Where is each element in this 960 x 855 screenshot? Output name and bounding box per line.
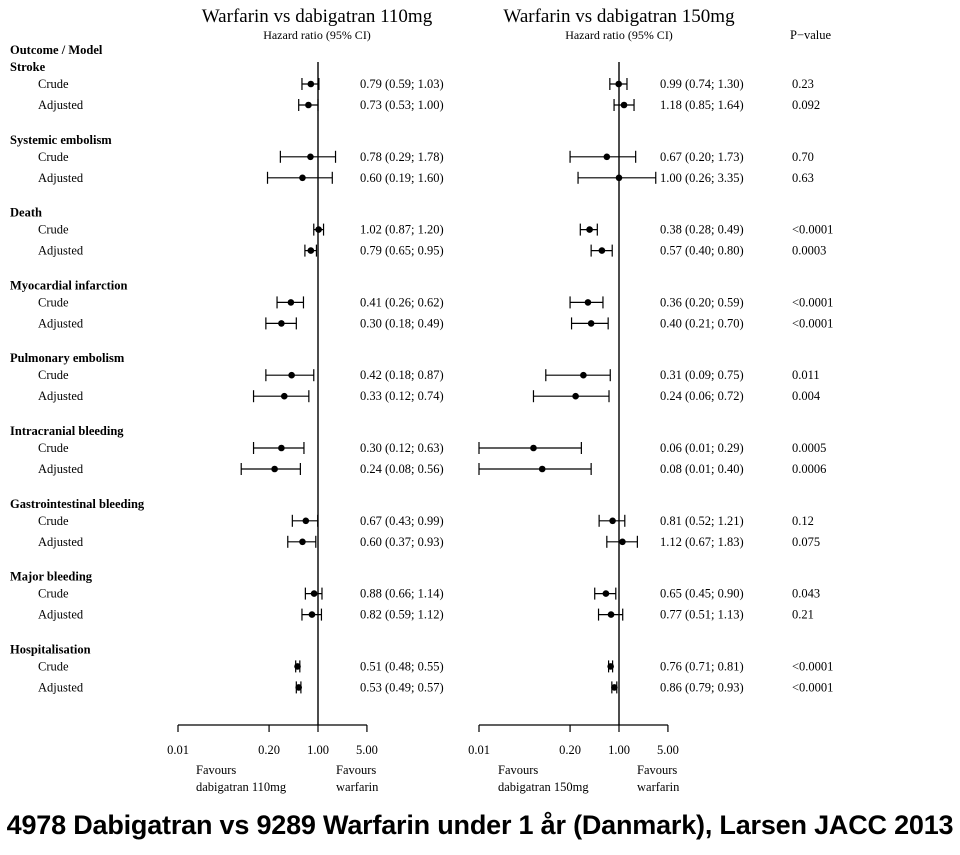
- model-label: Crude: [38, 77, 69, 91]
- model-label: Adjusted: [38, 243, 84, 258]
- hazard-ratio-point: [278, 320, 285, 327]
- hr-ci-label: 0.38 (0.28; 0.49): [660, 222, 744, 237]
- hazard-ratio-point: [539, 466, 546, 473]
- model-label: Crude: [38, 368, 69, 383]
- x-tick-label: 0.20: [258, 743, 281, 757]
- hazard-ratio-point: [299, 539, 306, 546]
- hr-ci-label: 0.60 (0.37; 0.93): [360, 534, 444, 549]
- hazard-ratio-point: [607, 663, 614, 670]
- pvalue-label: 0.092: [792, 98, 821, 112]
- pvalue-label: 0.23: [792, 77, 814, 91]
- favours-right-line1: Favours: [637, 763, 678, 777]
- panel-title-2: Warfarin vs dabigatran 150mg: [503, 6, 735, 27]
- hr-ci-label: 0.51 (0.48; 0.55): [360, 659, 444, 674]
- hr-ci-label: 0.30 (0.18; 0.49): [360, 316, 444, 331]
- model-label: Adjusted: [38, 389, 84, 404]
- outcome-heading: Myocardial infarction: [10, 278, 128, 293]
- hr-ci-label: 0.81 (0.52; 1.21): [660, 513, 744, 528]
- hr-ci-label: 0.88 (0.66; 1.14): [360, 586, 444, 601]
- hr-ci-label: 0.79 (0.65; 0.95): [360, 243, 444, 258]
- pvalue-label: 0.004: [792, 389, 821, 404]
- favours-right-line2: warfarin: [336, 780, 379, 794]
- hazard-ratio-point: [603, 590, 610, 597]
- hazard-ratio-point: [588, 320, 595, 327]
- outcome-heading: Intracranial bleeding: [10, 424, 124, 438]
- model-label: Crude: [38, 222, 69, 237]
- hr-ci-label: 0.31 (0.09; 0.75): [660, 368, 744, 383]
- pvalue-label: 0.70: [792, 149, 814, 164]
- model-label: Crude: [38, 441, 69, 455]
- pvalue-label: 0.0003: [792, 243, 827, 258]
- model-label: Crude: [38, 659, 69, 674]
- favours-left-line1: Favours: [498, 763, 539, 777]
- favours-left-line2: dabigatran 150mg: [498, 780, 589, 794]
- hr-ci-label: 0.40 (0.21; 0.70): [660, 316, 744, 331]
- outcome-model-header: Outcome / Model: [10, 43, 103, 57]
- pvalue-label: 0.011: [792, 368, 820, 383]
- hazard-ratio-point: [278, 445, 285, 452]
- hazard-ratio-point: [599, 247, 606, 254]
- hazard-ratio-point: [609, 518, 616, 525]
- hr-ci-label: 0.60 (0.19; 1.60): [360, 170, 444, 185]
- hr-ci-label: 0.41 (0.26; 0.62): [360, 295, 444, 310]
- hr-ci-label: 0.67 (0.20; 1.73): [660, 149, 744, 164]
- hr-ci-label: 0.24 (0.08; 0.56): [360, 462, 444, 476]
- hr-ci-label: 1.18 (0.85; 1.64): [660, 98, 744, 112]
- hazard-ratio-point: [307, 154, 314, 161]
- outcome-heading: Pulmonary embolism: [10, 351, 125, 366]
- model-label: Adjusted: [38, 534, 84, 549]
- hazard-ratio-point: [299, 175, 306, 182]
- hr-ci-label: 0.86 (0.79; 0.93): [660, 680, 744, 695]
- hazard-ratio-point: [294, 663, 301, 670]
- hr-ci-label: 0.77 (0.51; 1.13): [660, 607, 744, 622]
- pvalue-label: 0.21: [792, 607, 814, 622]
- favours-left-line2: dabigatran 110mg: [196, 780, 287, 794]
- hazard-ratio-point: [308, 81, 315, 88]
- x-tick-label: 0.01: [167, 743, 189, 757]
- panel-subtitle-1: Hazard ratio (95% CI): [263, 28, 371, 42]
- hr-ci-label: 0.08 (0.01; 0.40): [660, 462, 744, 476]
- favours-right-line2: warfarin: [637, 780, 680, 794]
- panel-title-1: Warfarin vs dabigatran 110mg: [201, 6, 433, 27]
- pvalue-label: <0.0001: [792, 680, 834, 695]
- hr-ci-label: 0.33 (0.12; 0.74): [360, 389, 444, 404]
- hazard-ratio-point: [608, 611, 615, 618]
- hazard-ratio-point: [305, 102, 312, 109]
- hr-ci-label: 0.65 (0.45; 0.90): [660, 586, 744, 601]
- hr-ci-label: 0.99 (0.74; 1.30): [660, 77, 744, 91]
- hr-ci-label: 0.53 (0.49; 0.57): [360, 680, 444, 695]
- hr-ci-label: 0.42 (0.18; 0.87): [360, 368, 444, 383]
- pvalue-label: <0.0001: [792, 659, 834, 674]
- hr-ci-label: 0.79 (0.59; 1.03): [360, 77, 444, 91]
- pvalue-label: <0.0001: [792, 295, 834, 310]
- model-label: Crude: [38, 149, 69, 164]
- hr-ci-label: 0.24 (0.06; 0.72): [660, 389, 744, 404]
- pvalue-label: 0.63: [792, 170, 814, 185]
- hr-ci-label: 0.36 (0.20; 0.59): [660, 295, 744, 310]
- hazard-ratio-point: [281, 393, 288, 400]
- model-label: Adjusted: [38, 98, 84, 112]
- x-tick-label: 1.00: [608, 743, 630, 757]
- model-label: Crude: [38, 295, 69, 310]
- model-label: Crude: [38, 513, 69, 528]
- hazard-ratio-point: [586, 226, 593, 233]
- outcome-heading: Death: [10, 205, 42, 220]
- hazard-ratio-point: [580, 372, 587, 379]
- hazard-ratio-point: [611, 684, 618, 691]
- hazard-ratio-point: [585, 299, 592, 306]
- outcome-heading: Major bleeding: [10, 569, 93, 584]
- hr-ci-label: 0.73 (0.53; 1.00): [360, 98, 444, 112]
- favours-left-line1: Favours: [196, 763, 237, 777]
- model-label: Adjusted: [38, 316, 84, 331]
- hazard-ratio-point: [303, 518, 310, 525]
- panel-subtitle-2: Hazard ratio (95% CI): [565, 28, 673, 42]
- hr-ci-label: 0.76 (0.71; 0.81): [660, 659, 744, 674]
- hr-ci-label: 1.02 (0.87; 1.20): [360, 222, 444, 237]
- model-label: Adjusted: [38, 680, 84, 695]
- hazard-ratio-point: [308, 247, 315, 254]
- hazard-ratio-point: [621, 102, 628, 109]
- hazard-ratio-point: [530, 445, 537, 452]
- pvalue-label: 0.0005: [792, 441, 827, 455]
- pvalue-label: 0.075: [792, 534, 821, 549]
- pvalue-label: 0.043: [792, 586, 821, 601]
- x-tick-label: 0.01: [468, 743, 490, 757]
- hazard-ratio-point: [572, 393, 579, 400]
- hazard-ratio-point: [288, 299, 295, 306]
- hr-ci-label: 1.12 (0.67; 1.83): [660, 534, 744, 549]
- hazard-ratio-point: [619, 539, 626, 546]
- pvalue-header: P−value: [790, 28, 832, 42]
- hr-ci-label: 0.06 (0.01; 0.29): [660, 441, 744, 455]
- outcome-heading: Stroke: [10, 60, 46, 74]
- hazard-ratio-point: [288, 372, 295, 379]
- model-label: Adjusted: [38, 607, 84, 622]
- hazard-ratio-point: [604, 154, 611, 161]
- hazard-ratio-point: [271, 466, 278, 473]
- hazard-ratio-point: [311, 590, 318, 597]
- x-tick-label: 5.00: [355, 743, 378, 757]
- x-tick-label: 0.20: [559, 743, 582, 757]
- outcome-heading: Gastrointestinal bleeding: [10, 496, 145, 511]
- pvalue-label: 0.12: [792, 513, 814, 528]
- pvalue-label: <0.0001: [792, 316, 834, 331]
- hr-ci-label: 0.30 (0.12; 0.63): [360, 441, 444, 455]
- model-label: Crude: [38, 586, 69, 601]
- x-tick-label: 5.00: [656, 743, 679, 757]
- favours-right-line1: Favours: [336, 763, 377, 777]
- hr-ci-label: 0.78 (0.29; 1.78): [360, 149, 444, 164]
- model-label: Adjusted: [38, 462, 84, 476]
- hr-ci-label: 1.00 (0.26; 3.35): [660, 170, 744, 185]
- outcome-heading: Hospitalisation: [10, 642, 91, 657]
- pvalue-label: <0.0001: [792, 222, 834, 237]
- slide-caption: 4978 Dabigatran vs 9289 Warfarin under 1 år (Danmark), Larsen JACC 2013: [6, 810, 954, 840]
- hazard-ratio-point: [309, 611, 316, 618]
- outcome-heading: Systemic embolism: [10, 132, 112, 147]
- x-tick-label: 1.00: [307, 743, 329, 757]
- hr-ci-label: 0.82 (0.59; 1.12): [360, 607, 444, 622]
- hr-ci-label: 0.67 (0.43; 0.99): [360, 513, 444, 528]
- pvalue-label: 0.0006: [792, 462, 827, 476]
- hr-ci-label: 0.57 (0.40; 0.80): [660, 243, 744, 258]
- model-label: Adjusted: [38, 170, 84, 185]
- hazard-ratio-point: [295, 684, 302, 691]
